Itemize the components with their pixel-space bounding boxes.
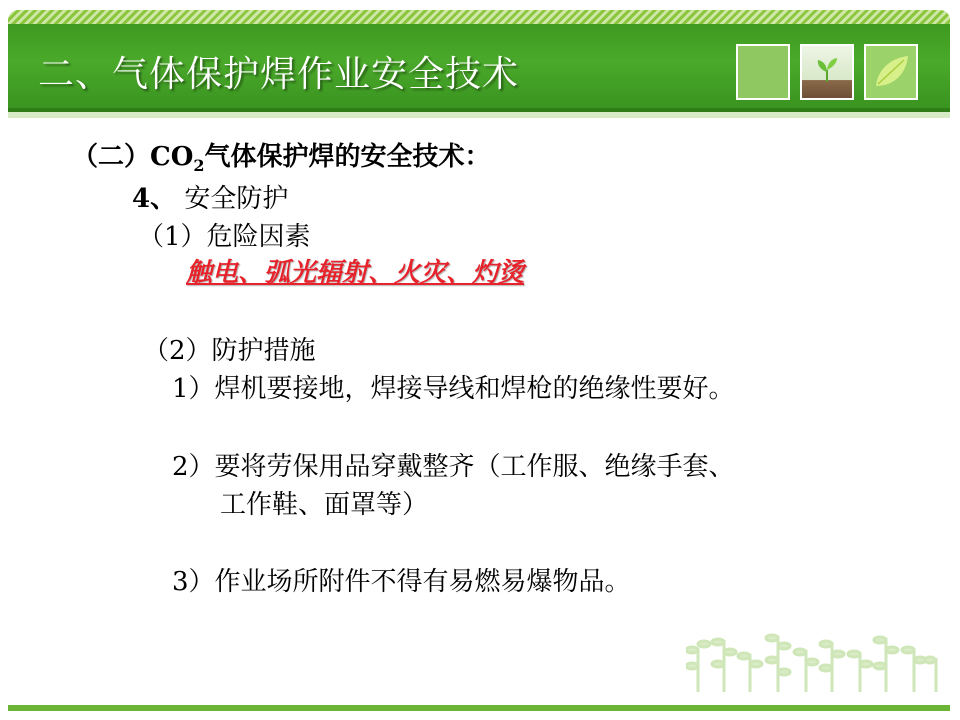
green-square-icon	[736, 44, 790, 100]
hazards-list: 触电、弧光辐射、火灾、灼烫	[186, 258, 525, 288]
measure-item-continuation: 工作鞋、面罩等）	[220, 490, 429, 520]
header-underline	[8, 112, 950, 118]
section-heading: （二）$CO_2$气体保护焊的安全技术：	[72, 142, 491, 175]
seedling-photo-icon	[800, 44, 854, 100]
header-stripe-decoration	[8, 10, 950, 24]
measure-item: 3）作业场所附件不得有易燃易爆物品。	[172, 567, 631, 597]
footer-bar	[8, 705, 950, 711]
measure-item: 1）焊机要接地，焊接导线和焊枪的绝缘性要好。	[172, 374, 735, 404]
hazards-heading: （1）危险因素	[138, 222, 311, 252]
measure-item: 2）要将劳保用品穿戴整齐（工作服、绝缘手套、	[172, 452, 735, 482]
plant-sprouts-decoration	[686, 628, 942, 694]
slide-title: 二、气体保护焊作业安全技术	[38, 54, 520, 95]
green-leaf-icon	[864, 44, 918, 100]
measures-heading: （2）防护措施	[143, 336, 316, 366]
item-heading: 4、 安全防护	[132, 184, 289, 214]
